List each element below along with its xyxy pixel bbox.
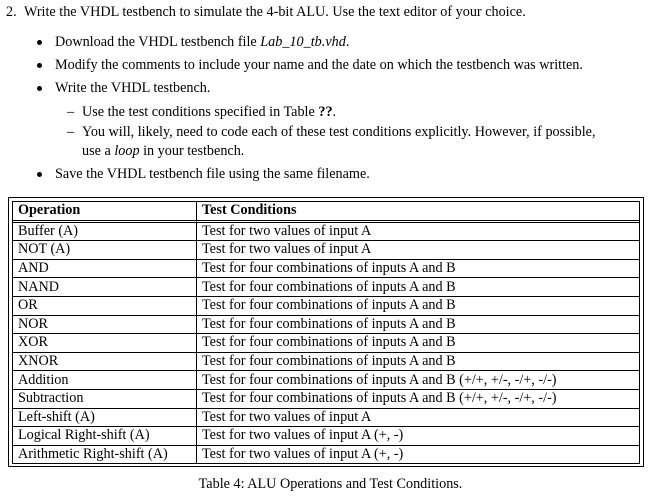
bullet-text: Download the VHDL testbench file bbox=[55, 34, 261, 50]
table-row bbox=[13, 278, 639, 297]
operation-cell: Logical Right-shift (A) bbox=[13, 427, 197, 446]
test-condition-cell: Test for two values of input A bbox=[197, 409, 639, 428]
test-condition-cell: Test for four combinations of inputs A and B bbox=[197, 260, 639, 279]
bullet-dot-icon bbox=[37, 63, 42, 68]
bullet-dot-icon bbox=[37, 86, 42, 91]
subbullet-continuation bbox=[82, 143, 244, 160]
bullet-text: Write the VHDL testbench. bbox=[55, 80, 211, 96]
filename-text: Lab_10_tb.vhd bbox=[260, 34, 346, 50]
table-row bbox=[13, 241, 639, 260]
operation-cell: Buffer (A) bbox=[13, 223, 197, 242]
subbullet-punct: . bbox=[332, 104, 337, 120]
operation-cell: NOR bbox=[13, 316, 197, 335]
subbullet-text: Use the test conditions specified in Table bbox=[82, 104, 319, 120]
table-ref: ?? bbox=[318, 104, 333, 120]
test-condition-cell: Test for two values of input A bbox=[197, 223, 639, 242]
operation-cell: XOR bbox=[13, 334, 197, 353]
operation-cell: Arithmetic Right-shift (A) bbox=[13, 446, 197, 464]
operation-cell: AND bbox=[13, 260, 197, 279]
table-row bbox=[13, 353, 639, 372]
table-row bbox=[13, 334, 639, 353]
test-condition-cell: Test for four combinations of inputs A and B bbox=[197, 316, 639, 335]
table-row bbox=[13, 427, 639, 446]
alu-operations-table bbox=[12, 201, 640, 464]
subbullet-text: use a bbox=[82, 143, 115, 159]
subbullet-text: You will, likely, need to code each of these test conditions explicitly. However, if possible, bbox=[82, 124, 596, 140]
test-condition-cell: Test for four combinations of inputs A and B bbox=[197, 278, 639, 297]
table-row bbox=[13, 316, 639, 335]
test-condition-cell: Test for four combinations of inputs A and B bbox=[197, 334, 639, 353]
table-row bbox=[13, 371, 639, 390]
dash-icon: – bbox=[67, 104, 75, 120]
operation-cell: NAND bbox=[13, 278, 197, 297]
table-header-row bbox=[13, 202, 639, 223]
test-condition-cell: Test for four combinations of inputs A and B bbox=[197, 297, 639, 316]
test-condition-cell: Test for four combinations of inputs A and B bbox=[197, 353, 639, 372]
operation-cell: OR bbox=[13, 297, 197, 316]
test-condition-cell: Test for two values of input A (+, -) bbox=[197, 427, 639, 446]
header-test-conditions: Test Conditions bbox=[197, 202, 639, 223]
bullet-punct: . bbox=[345, 34, 350, 50]
operation-cell: Subtraction bbox=[13, 390, 197, 409]
task-text: Write the VHDL testbench to simulate the 4-bit ALU. Use the text editor of your choice. bbox=[24, 4, 526, 20]
bullet-text: Modify the comments to include your name and the date on which the testbench was written. bbox=[55, 57, 583, 73]
test-condition-cell: Test for four combinations of inputs A and B (+/+, +/-, -/+, -/-) bbox=[197, 390, 639, 409]
bullet-text: Save the VHDL testbench file using the same filename. bbox=[55, 166, 370, 182]
table-row bbox=[13, 409, 639, 428]
test-condition-cell: Test for four combinations of inputs A and B (+/+, +/-, -/+, -/-) bbox=[197, 371, 639, 390]
operation-cell: XNOR bbox=[13, 353, 197, 372]
task-heading bbox=[6, 4, 656, 21]
test-condition-cell: Test for two values of input A (+, -) bbox=[202, 446, 404, 462]
operation-cell: Addition bbox=[13, 371, 197, 390]
subbullet-text: in your testbench. bbox=[139, 143, 245, 159]
table-row bbox=[13, 446, 639, 464]
table-row bbox=[13, 297, 639, 316]
task-number: 2. bbox=[6, 4, 17, 20]
table-row bbox=[13, 390, 639, 409]
table-row bbox=[13, 223, 639, 242]
bullet-dot-icon bbox=[37, 40, 42, 45]
table-row bbox=[13, 260, 639, 279]
operation-cell: NOT (A) bbox=[13, 241, 197, 260]
header-operation: Operation bbox=[13, 202, 197, 223]
operation-cell: Left-shift (A) bbox=[13, 409, 197, 428]
loop-keyword: loop bbox=[114, 143, 140, 159]
bullet-dot-icon bbox=[37, 172, 42, 177]
table-caption: Table 4: ALU Operations and Test Conditions. bbox=[198, 476, 463, 492]
dash-icon: – bbox=[67, 124, 75, 140]
test-condition-cell: Test for two values of input A bbox=[197, 241, 639, 260]
